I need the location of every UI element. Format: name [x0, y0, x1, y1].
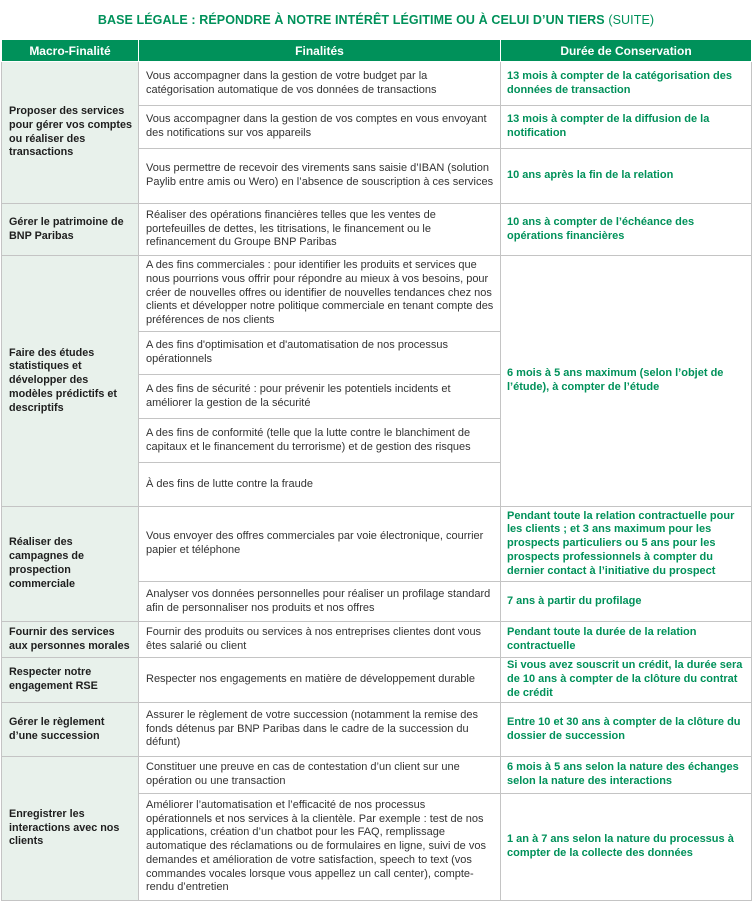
retention-table	[1, 40, 752, 901]
finalite-cell: Améliorer l’automatisation et l’efficacité de nos processus opérationnels et nos services à la clientèle. Par exemple : test de nos applications, création d’un chatbot pour les FAQ, remplissage automatique des réclamations ou de formulaires en ligne, suivi de vos demandes et amélioration de votre satisfaction, speech to text (vos commandes vocales lorsque vous appellez un call center), compte-rendu d’entretien	[139, 794, 501, 901]
table-row	[2, 204, 752, 256]
title-suffix: (SUITE)	[608, 13, 655, 27]
macro-cell: Respecter notre engagement RSE	[2, 658, 139, 703]
finalite-cell: Constituer une preuve en cas de contestation d’un client sur une opération ou une transaction	[139, 757, 501, 794]
header-finalites: Finalités	[139, 40, 501, 62]
macro-cell: Enregistrer les interactions avec nos clients	[2, 757, 139, 901]
table-row	[2, 757, 752, 794]
duree-cell: Si vous avez souscrit un crédit, la durée sera de 10 ans à compter de la clôture du contrat de crédit	[501, 658, 752, 703]
table-row	[2, 622, 752, 658]
duree-cell: 1 an à 7 ans selon la nature du processus à compter de la collecte des données	[501, 794, 752, 901]
duree-cell: 13 mois à compter de la diffusion de la notification	[501, 106, 752, 149]
header-duree: Durée de Conservation	[501, 40, 752, 62]
title-main: BASE LÉGALE : RÉPONDRE À NOTRE INTÉRÊT LÉGITIME OU À CELUI D’UN TIERS	[97, 13, 605, 27]
finalite-cell: Vous accompagner dans la gestion de votre budget par la catégorisation automatique de vos données de transactions	[139, 62, 501, 106]
finalite-cell: Vous envoyer des offres commerciales par voie électronique, courrier papier et téléphone	[139, 507, 501, 582]
table-row	[2, 256, 752, 332]
duree-cell: Entre 10 et 30 ans à compter de la clôture du dossier de succession	[501, 703, 752, 757]
table-row	[2, 658, 752, 703]
duree-cell: 10 ans à compter de l’échéance des opérations financières	[501, 204, 752, 256]
duree-cell: 6 mois à 5 ans selon la nature des échanges selon la nature des interactions	[501, 757, 752, 794]
finalite-cell: A des fins d'optimisation et d'automatisation de nos processus opérationnels	[139, 332, 501, 375]
macro-cell: Gérer le règlement d’une succession	[2, 703, 139, 757]
page-title	[0, 0, 752, 40]
duree-cell: Pendant toute la durée de la relation contractuelle	[501, 622, 752, 658]
finalite-cell: A des fins de sécurité : pour prévenir les potentiels incidents et améliorer la gestion de la sécurité	[139, 375, 501, 419]
table-row	[2, 703, 752, 757]
macro-cell: Fournir des services aux personnes morales	[2, 622, 139, 658]
macro-cell: Proposer des services pour gérer vos comptes ou réaliser des transactions	[2, 62, 139, 204]
finalite-cell: À des fins de lutte contre la fraude	[139, 463, 501, 507]
finalite-cell: Fournir des produits ou services à nos entreprises clientes dont vous êtes salarié ou client	[139, 622, 501, 658]
finalite-cell: Vous permettre de recevoir des virements sans saisie d’IBAN (solution Paylib entre amis ou Wero) en l’absence de souscription à ces services	[139, 149, 501, 204]
macro-cell: Gérer le patrimoine de BNP Paribas	[2, 204, 139, 256]
finalite-cell: A des fins commerciales : pour identifier les produits et services que nous pourrions vous offrir pour répondre au mieux à vos besoins, pour créer de nouvelles offres ou identifier de nouvelles tendances chez nos clients et développer notre politique commerciale en tenant compte des préférences de nos clients	[139, 256, 501, 332]
duree-cell: 10 ans après la fin de la relation	[501, 149, 752, 204]
macro-cell: Faire des études statistiques et développer des modèles prédictifs et descriptifs	[2, 256, 139, 507]
macro-cell: Réaliser des campagnes de prospection commerciale	[2, 507, 139, 622]
finalite-cell: Respecter nos engagements en matière de développement durable	[139, 658, 501, 703]
duree-cell: 7 ans à partir du profilage	[501, 582, 752, 622]
header-row	[2, 40, 752, 62]
duree-cell: 13 mois à compter de la catégorisation des données de transaction	[501, 62, 752, 106]
finalite-cell: Vous accompagner dans la gestion de vos comptes en vous envoyant des notifications sur vos appareils	[139, 106, 501, 149]
duree-cell: Pendant toute la relation contractuelle pour les clients ; et 3 ans maximum pour les prospects particuliers ou 5 ans pour les prospects professionnels à compter du dernier contact à l’initiative du prospect	[501, 507, 752, 582]
table-row	[2, 507, 752, 582]
duree-cell: 6 mois à 5 ans maximum (selon l’objet de l’étude), à compter de l’étude	[501, 256, 752, 507]
finalite-cell: A des fins de conformité (telle que la lutte contre le blanchiment de capitaux et le financement du terrorisme) et de gestion des risques	[139, 419, 501, 463]
finalite-cell: Réaliser des opérations financières telles que les ventes de portefeuilles de dettes, les titrisations, le financement ou le refinancement du Groupe BNP Paribas	[139, 204, 501, 256]
finalite-cell: Analyser vos données personnelles pour réaliser un profilage standard afin de personnaliser nos produits et nos offres	[139, 582, 501, 622]
finalite-cell: Assurer le règlement de votre succession (notamment la remise des fonds détenus par BNP Paribas dans le cadre de la succession du défunt)	[139, 703, 501, 757]
header-macro-finalite: Macro-Finalité	[2, 40, 139, 62]
table-row	[2, 62, 752, 106]
